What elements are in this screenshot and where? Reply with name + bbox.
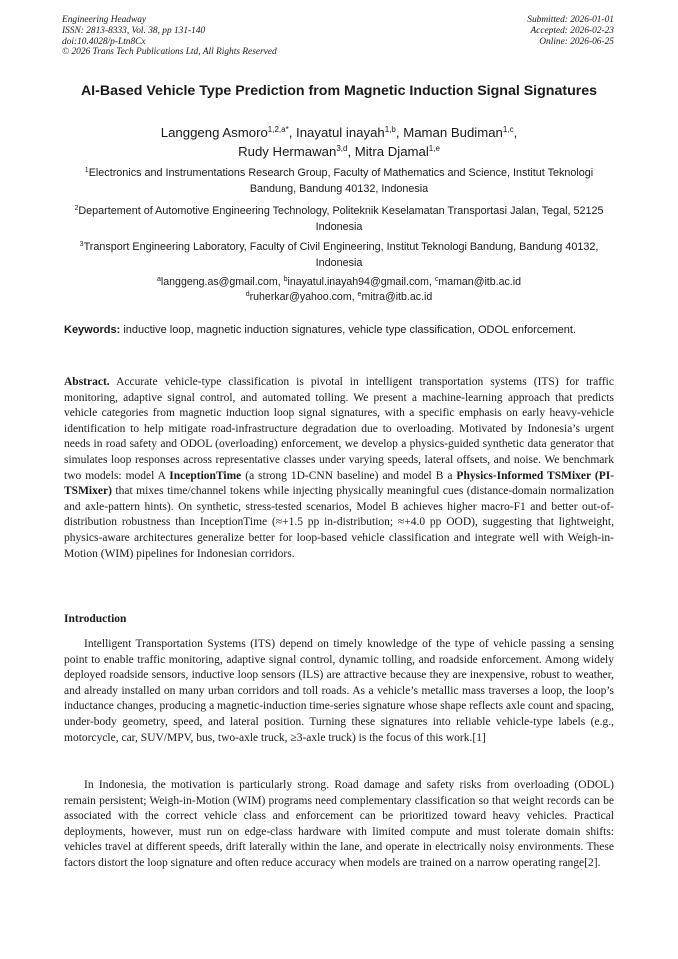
affiliation-2: $^2$Departement of Automotive Engineering Technology, Politeknik Keselamatan Transportasi Jalan, Tegal, 52125 Indonesia <box>74 205 604 233</box>
model-a-name: InceptionTime <box>169 469 242 482</box>
model-b-name: Physics-Informed TSMixer (PI-TSMixer) <box>64 469 615 498</box>
keywords-text: inductive loop, magnetic induction signatures, vehicle type classification, ODOL enforcement. <box>123 324 576 336</box>
introduction-paragraph-2: In Indonesia, the motivation is particularly strong. Road damage and safety risks from overloading (ODOL) remain persistent; Weigh-in-Motion (WIM) programs need complementary classification so that weight records can be associated with the correct vehicle class and enforcement can be prioritized toward heavy vehicles. Practical deployments, however, must run on edge-class hardware with limited compute and must tolerate domain shifts: vehicles travel at different speeds, drift laterally within the lane, and operate in electrically noisy environments. These factors distort the loop signature and often reduce accuracy when models are trained on a narrow operating range[2]. <box>64 779 614 869</box>
introduction-paragraph-1: Intelligent Transportation Systems (ITS) depend on timely knowledge of the type of vehicle passing a sensing point to enable traffic monitoring, adaptive signal control, dynamic tolling, and roadside enforcement. Among widely deployed roadside sensors, inductive loop sensors (ILS) are attractive because they are inexpensive, robust to weather, and already installed on many urban corridors and toll roads. As a vehicle’s metallic mass traverses a loop, the loop’s inductance changes, producing a magnetic-induction time-series signature whose shape reflects axle count and spacing, under-body geometry, speed, and lateral position. Turning these signatures into reliable vehicle-type labels (e.g., motorcycle, car, SUV/MPV, bus, two-axle truck, ≥3-axle truck) is the focus of this work.[1] <box>64 638 614 744</box>
keywords <box>64 323 614 339</box>
copyright-notice: © 2026 Trans Tech Publications Ltd, All Rights Reserved <box>62 47 277 58</box>
online-date: Online: 2026-06-25 <box>539 36 614 47</box>
email-a[interactable]: $^a$langgeng.as@gmail.com <box>157 276 278 288</box>
author-4: Rudy Hermawan$^{3,d}$, <box>238 143 355 159</box>
author-3: Maman Budiman$^{1,c}$, <box>403 125 518 140</box>
keywords-label: Keywords: <box>64 324 121 336</box>
abstract-label: Abstract. <box>64 376 110 388</box>
affiliation-1: $^1$Electronics and Instrumentations Research Group, Faculty of Mathematics and Science, Institut Teknologi Bandung, Bandung 40132, Indonesia <box>84 167 594 195</box>
journal-issn: ISSN: 2813-8333, Vol. 38, pp 131-140 <box>62 25 206 36</box>
author-list <box>70 124 608 161</box>
email-list: $^a$langgeng.as@gmail.com, $^b$inayatul.inayah94@gmail.com, $^c$maman@itb.ac.id $^d$ruherkar@yahoo.com, $^e$mitra@itb.ac.id <box>157 276 521 303</box>
abstract: Abstract. Accurate vehicle-type classification is pivotal in intelligent transportation systems (ITS) for traffic monitoring, adaptive signal control, and automated tolling. We present a machine-learning approach that predicts vehicle categories from magnetic induction loop signal signatures, with a specific emphasis on early heavy-vehicle identification to help mitigate road-infrastructure degradation due to overloading. Motivated by Indonesia’s urgent needs in road safety and ODOL (overloading) enforcement, we develop a physics-guided synthetic data generator that simulates loop responses across representative classes under varying speeds, lateral offsets, and noise. We benchmark two models: model A InceptionTime (a strong 1D-CNN baseline) and model B a Physics-Informed TSMixer (PI-TSMixer) that mixes time/channel tokens while injecting physically meaningful cues (distance-domain normalization and axle-pattern hints). On synthetic, stress-tested scenarios, Model B achieves higher macro-F1 and better out-of-distribution robustness than InceptionTime (≈+1.5 pp in-distribution; ≈+4.0 pp OOD), suggesting that lightweight, physics-aware architectures generalize better for loop-based vehicle classification and integrate well with Weigh-in-Motion (WIM) pipelines for Indonesian corridors. <box>64 376 615 560</box>
email-d[interactable]: $^d$ruherkar@yahoo.com <box>245 290 352 303</box>
submitted-date: Submitted: 2026-01-01 <box>527 15 614 25</box>
author-2: Inayatul inayah$^{1,b}$, <box>296 125 404 140</box>
journal-info <box>62 15 277 58</box>
paper-title: AI-Based Vehicle Type Prediction from Magnetic Induction Signal Signatures <box>80 83 598 99</box>
publication-dates <box>527 15 614 47</box>
journal-doi[interactable]: doi:10.4028/p-Ltn8Cx <box>62 36 146 47</box>
journal-name: Engineering Headway <box>62 15 147 25</box>
section-heading-introduction: Introduction <box>64 613 127 625</box>
email-b[interactable]: $^b$inayatul.inayah94@gmail.com <box>283 276 429 288</box>
accepted-date: Accepted: 2026-02-23 <box>530 25 614 36</box>
affiliation-3: $^3$Transport Engineering Laboratory, Faculty of Civil Engineering, Institut Teknologi Bandung, Bandung 40132, Indonesia <box>79 241 599 269</box>
author-5: Mitra Djamal$^{1,e}$ <box>354 143 440 159</box>
email-c[interactable]: $^c$maman@itb.ac.id <box>434 276 521 288</box>
email-e[interactable]: $^e$mitra@itb.ac.id <box>357 290 433 303</box>
author-1: Langgeng Asmoro$^{1,2,a*}$, <box>160 125 297 140</box>
